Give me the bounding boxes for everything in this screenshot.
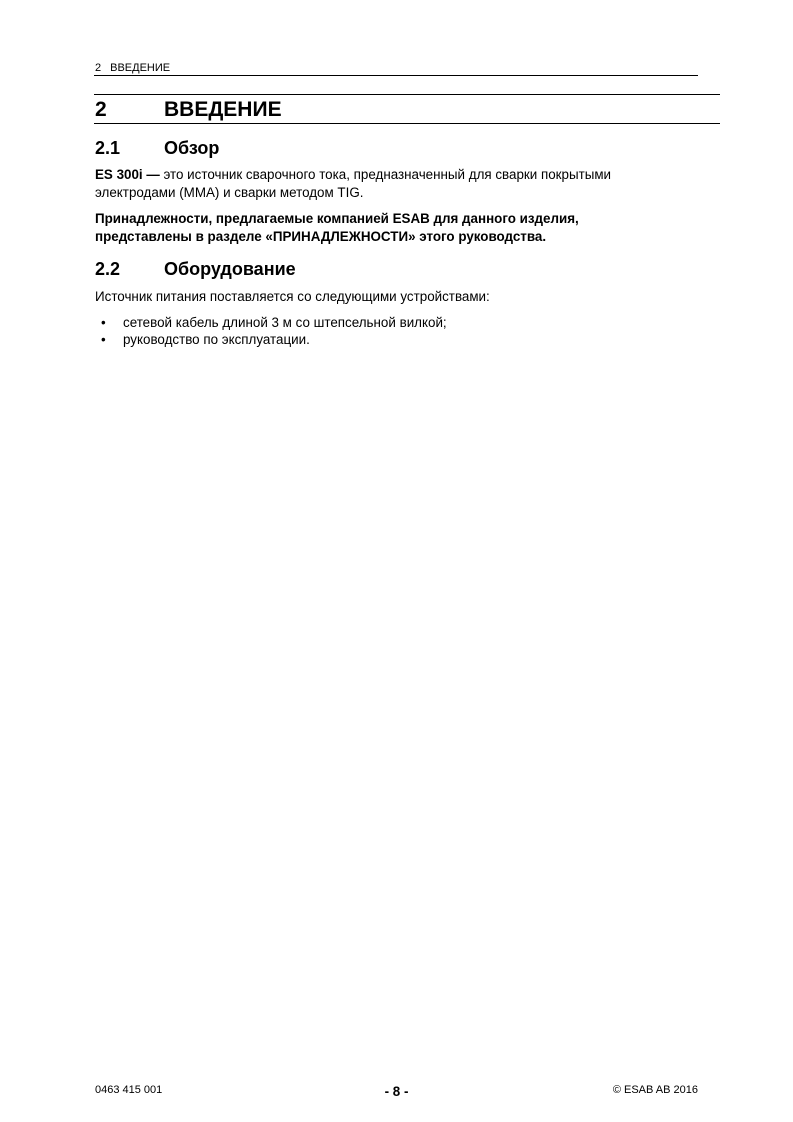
accessories-note (95, 210, 705, 246)
copyright: © ESAB AB 2016 (612, 1084, 698, 1096)
chapter-top-rule (94, 94, 720, 95)
accessories-note-line: Принадлежности, предлагаемые компанией ESAB для данного изделия, (95, 211, 579, 226)
overview-paragraph-line (95, 166, 705, 184)
section-overview-title: Обзор (164, 138, 220, 158)
header-rule (94, 75, 698, 76)
chapter-number: 2 (95, 98, 107, 121)
list-item: сетевой кабель длиной 3 м со штепсельной вилкой; (123, 315, 447, 330)
section-equipment-number: 2.2 (95, 259, 121, 279)
page-number: - 8 - (384, 1084, 409, 1099)
bullet-icon: • (101, 332, 106, 347)
chapter-title: ВВЕДЕНИЕ (164, 98, 282, 121)
section-equipment-title: Оборудование (164, 259, 296, 279)
running-header (95, 62, 170, 75)
product-name: ES 300i — (95, 167, 160, 182)
list-item: руководство по эксплуатации. (123, 332, 310, 347)
equipment-intro: Источник питания поставляется со следующими устройствами: (95, 289, 490, 304)
document-number: 0463 415 001 (95, 1084, 163, 1096)
running-header-number: 2 (95, 62, 102, 74)
overview-paragraph-text: это источник сварочного тока, предназначенный для сварки покрытыми (159, 167, 612, 182)
bullet-icon: • (101, 315, 106, 330)
accessories-note-line: представлены в разделе «ПРИНАДЛЕЖНОСТИ» этого руководства. (95, 229, 547, 244)
section-overview-number: 2.1 (95, 138, 121, 158)
overview-paragraph (95, 166, 705, 202)
chapter-bottom-rule (94, 123, 720, 124)
running-header-title: ВВЕДЕНИЕ (110, 62, 171, 74)
overview-paragraph-line: электродами (MMA) и сварки методом TIG. (95, 185, 364, 200)
